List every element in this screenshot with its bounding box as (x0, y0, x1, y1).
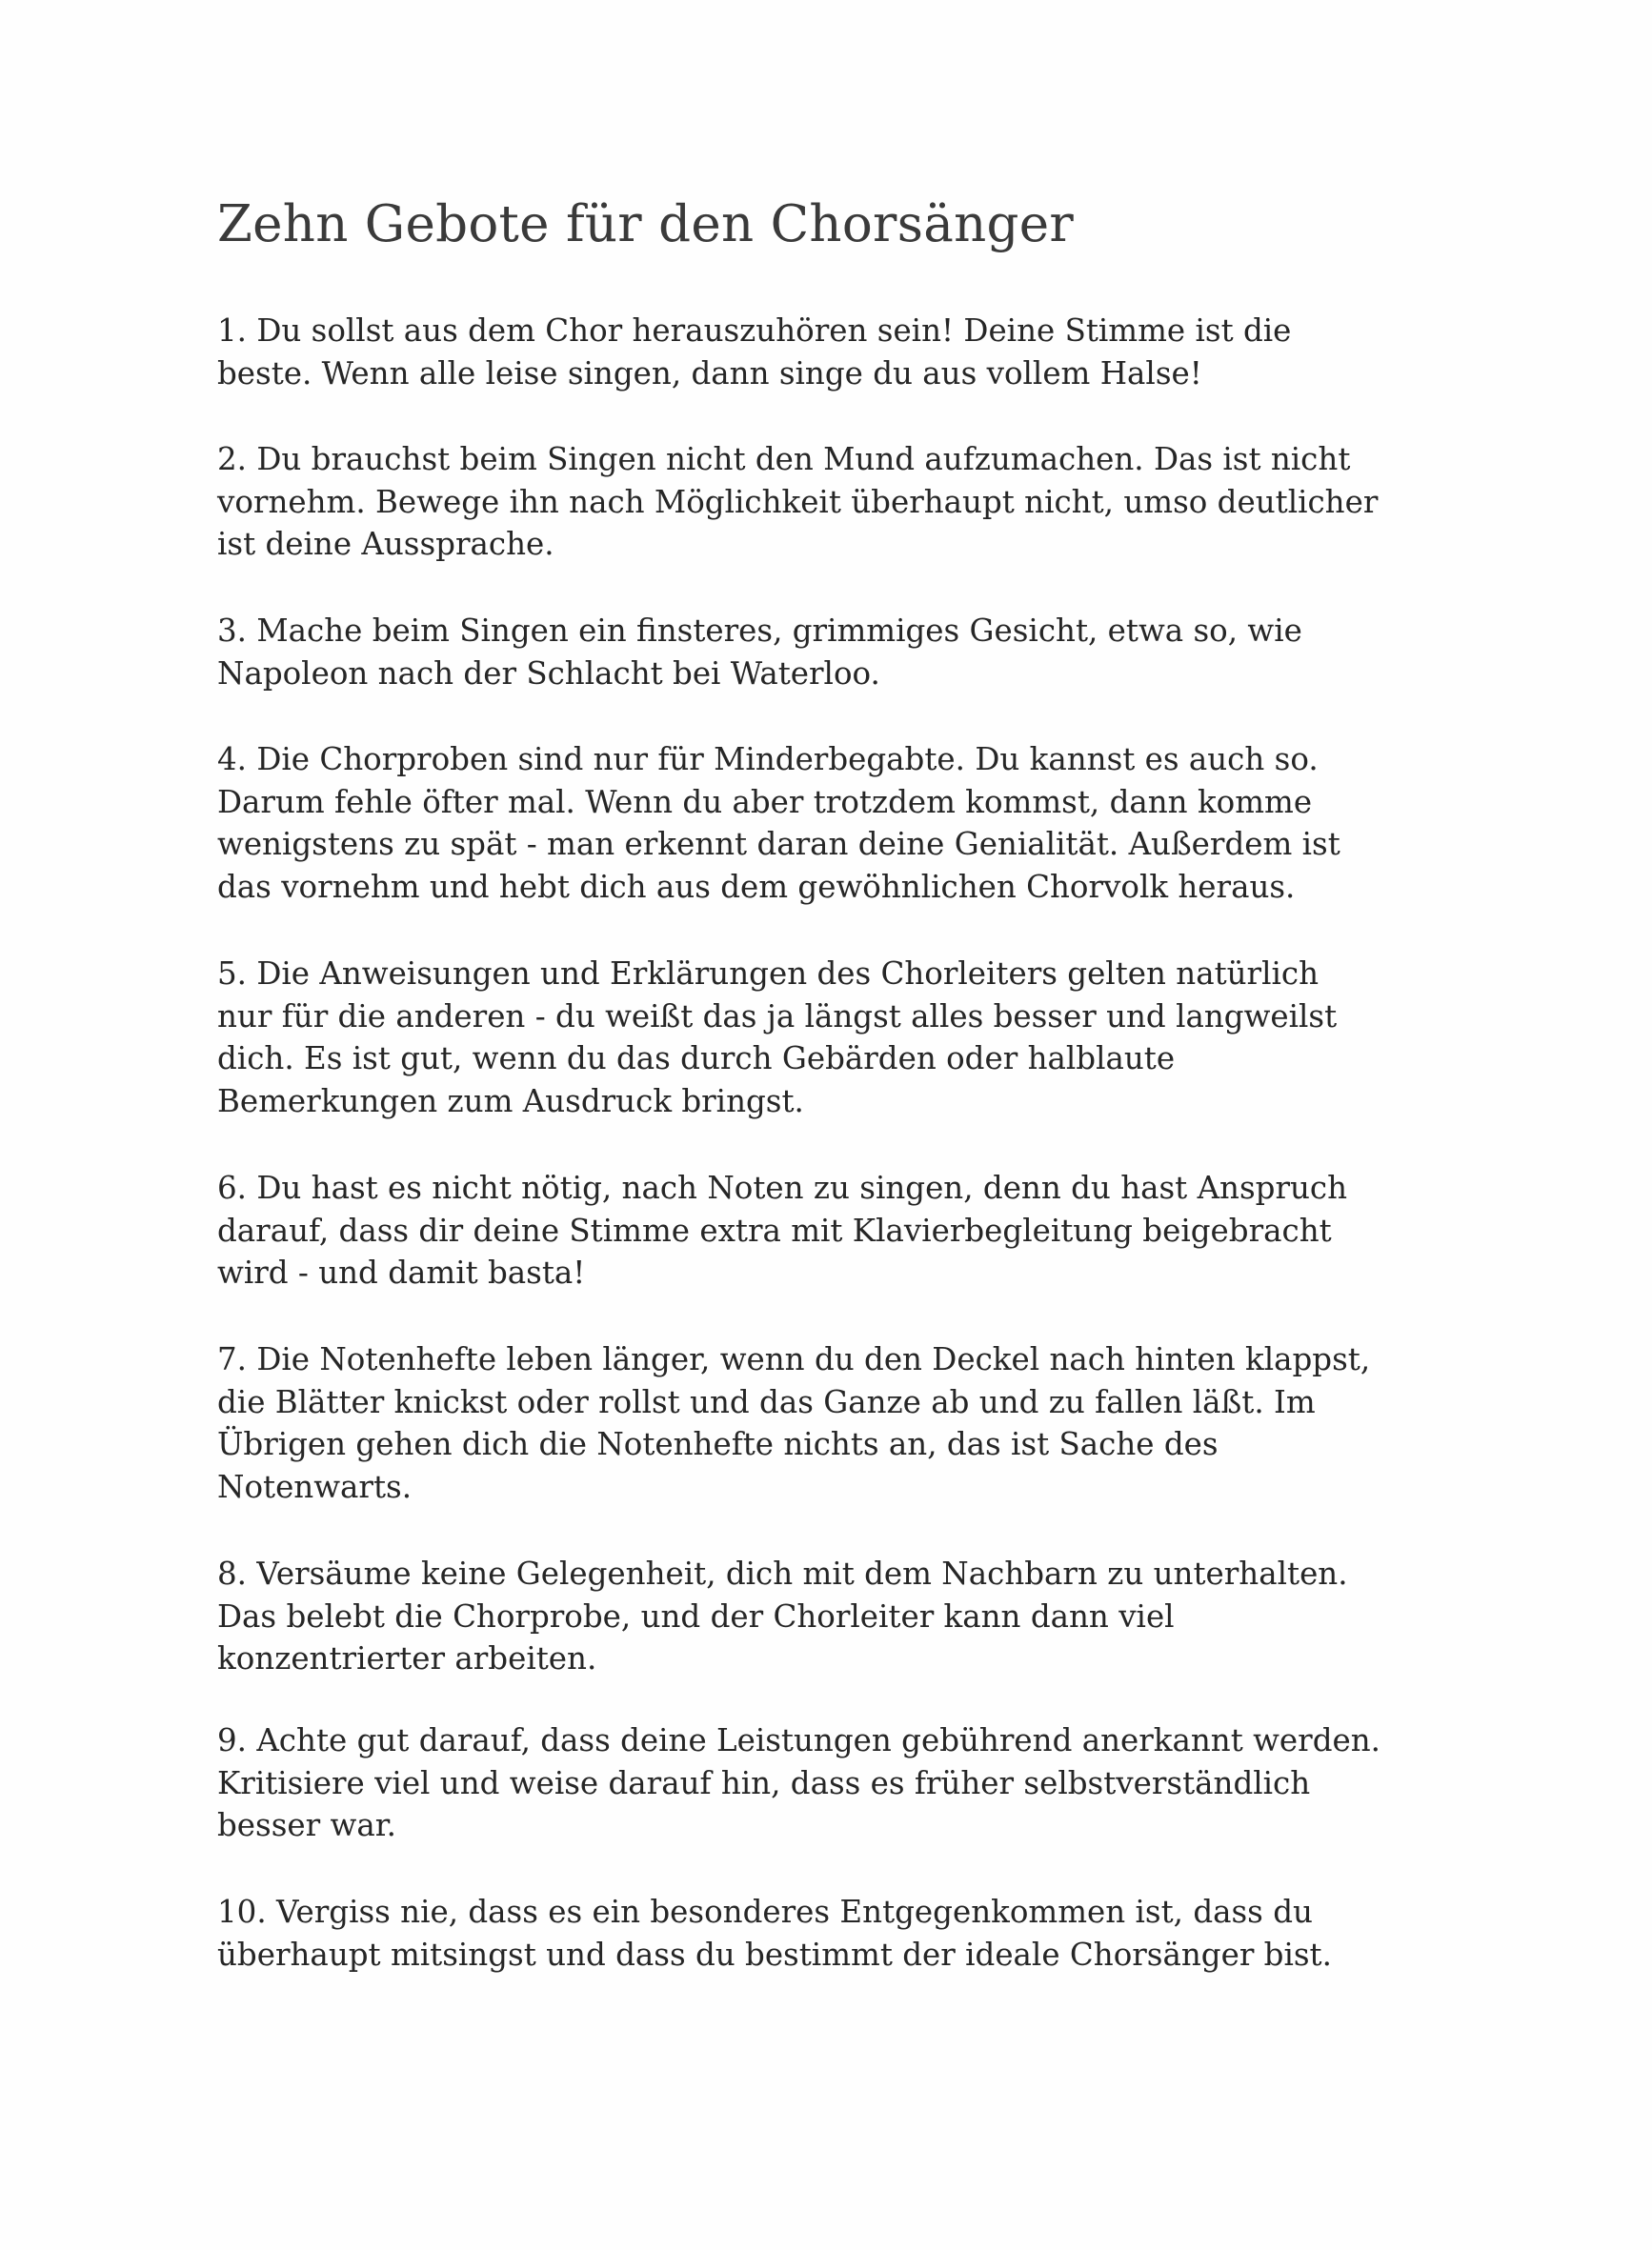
rule-line: wenigstens zu spät - man erkennt daran deine Genialität. Außerdem ist (217, 826, 1340, 862)
rule-line: ist deine Aussprache. (217, 526, 554, 562)
rule-10 (217, 1891, 1456, 1976)
rule-line: besser war. (217, 1807, 396, 1843)
rule-line: 5. Die Anweisungen und Erklärungen des Chorleiters gelten natürlich (217, 955, 1320, 992)
rule-line: 3. Mache beim Singen ein finsteres, grimmiges Gesicht, etwa so, wie (217, 613, 1302, 649)
rule-8 (217, 1553, 1456, 1680)
rule-line: Übrigen gehen dich die Notenhefte nichts an, das ist Sache des (217, 1426, 1219, 1462)
rule-line: darauf, dass dir deine Stimme extra mit Klavierbegleitung beigebracht (217, 1212, 1332, 1249)
rule-line: 1. Du sollst aus dem Chor herauszuhören sein! Deine Stimme ist die (217, 312, 1292, 349)
rule-line: überhaupt mitsingst und dass du bestimmt der ideale Chorsänger bist. (217, 1936, 1332, 1973)
rule-line: 2. Du brauchst beim Singen nicht den Mund aufzumachen. Das ist nicht (217, 441, 1351, 477)
rule-line: 7. Die Notenhefte leben länger, wenn du den Deckel nach hinten klappst, (217, 1341, 1371, 1377)
rule-9 (217, 1719, 1456, 1847)
rule-line: 8. Versäume keine Gelegenheit, dich mit dem Nachbarn zu unterhalten. (217, 1556, 1348, 1592)
rule-line: beste. Wenn alle leise singen, dann singe du aus vollem Halse! (217, 354, 1202, 392)
rule-line: vornehm. Bewege ihn nach Möglichkeit überhaupt nicht, umso deutlicher (217, 483, 1379, 520)
rule-line: nur für die anderen - du weißt das ja längst alles besser und langweilst (217, 997, 1338, 1035)
rule-line: wird - und damit basta! (217, 1255, 586, 1291)
rule-line: Das belebt die Chorprobe, und der Chorleiter kann dann viel (217, 1597, 1175, 1635)
rule-line: konzentrierter arbeiten. (217, 1640, 597, 1677)
rule-line: 4. Die Chorproben sind nur für Minderbegabte. Du kannst es auch so. (217, 741, 1319, 777)
rule-line: Darum fehle öfter mal. Wenn du aber trotzdem kommst, dann komme (217, 783, 1313, 820)
rule-3 (217, 610, 1456, 694)
rule-line: die Blätter knickst oder rollst und das Ganze ab und zu fallen läßt. Im (217, 1383, 1316, 1420)
rule-line: 10. Vergiss nie, dass es ein besonderes Entgegenkommen ist, dass du (217, 1894, 1313, 1930)
rule-line: 6. Du hast es nicht nötig, nach Noten zu singen, denn du hast Anspruch (217, 1170, 1348, 1206)
rule-line: dich. Es ist gut, wenn du das durch Gebärden oder halblaute (217, 1040, 1176, 1076)
rule-1 (217, 310, 1456, 394)
rule-line: Kritisiere viel und weise darauf hin, dass es früher selbstverständlich (217, 1764, 1311, 1801)
rule-2 (217, 438, 1456, 566)
rule-4 (217, 738, 1456, 908)
rule-line: Notenwarts. (217, 1468, 413, 1505)
rule-line: 9. Achte gut darauf, dass deine Leistungen gebührend anerkannt werden. (217, 1722, 1380, 1758)
rule-line: Bemerkungen zum Ausdruck bringst. (217, 1082, 804, 1119)
rule-line: das vornehm und hebt dich aus dem gewöhnlichen Chorvolk heraus. (217, 868, 1296, 905)
rule-7 (217, 1338, 1456, 1508)
rule-5 (217, 953, 1456, 1122)
page-title: Zehn Gebote für den Chorsänger (217, 195, 1075, 253)
rule-line: Napoleon nach der Schlacht bei Waterloo. (217, 654, 880, 692)
rule-6 (217, 1167, 1456, 1295)
